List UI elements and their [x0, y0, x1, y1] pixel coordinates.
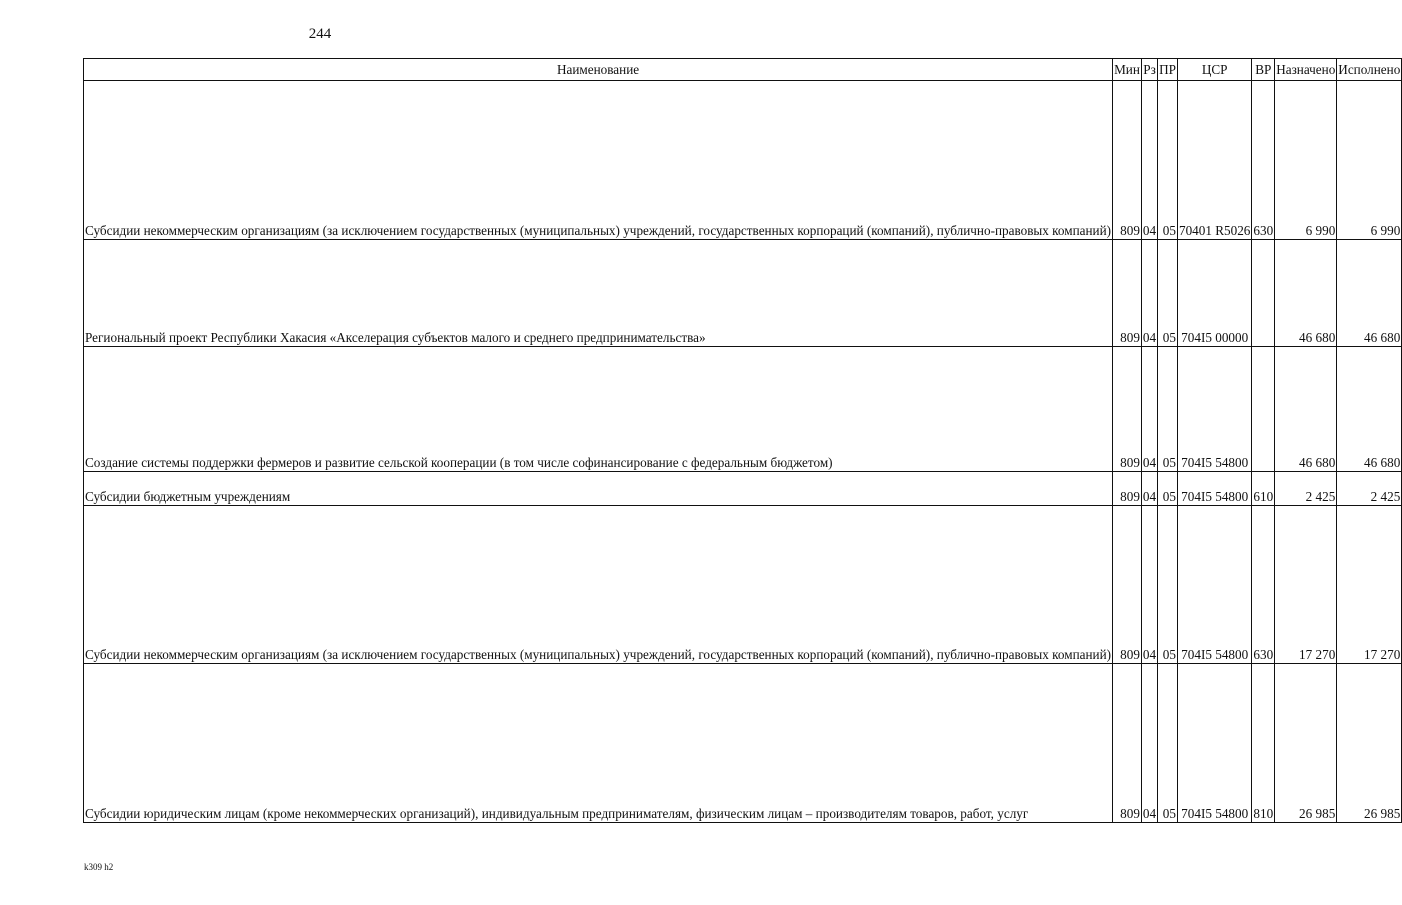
- row-rz: 04: [1141, 506, 1157, 664]
- table-row: [84, 506, 1402, 664]
- row-rz: 04: [1141, 240, 1157, 347]
- row-assigned: 46 680: [1275, 240, 1337, 347]
- row-name: Субсидии некоммерческим организациям (за исключением государственных (муниципальных) учреждений, государственных корпораций (компаний), публично-правовых компаний): [84, 506, 1113, 664]
- row-vr: [1252, 347, 1275, 472]
- row-executed: 26 985: [1337, 664, 1402, 823]
- row-min: 809: [1113, 664, 1142, 823]
- row-pr: 05: [1158, 472, 1178, 506]
- row-name: Создание системы поддержки фермеров и развитие сельской кооперации (в том числе софинансирование с федеральным бюджетом): [84, 347, 1113, 472]
- row-min: 809: [1113, 81, 1142, 240]
- row-rz: 04: [1141, 664, 1157, 823]
- row-csr: 704I5 00000: [1177, 240, 1251, 347]
- row-assigned: 46 680: [1275, 347, 1337, 472]
- row-executed: 17 270: [1337, 506, 1402, 664]
- row-rz: 04: [1141, 472, 1157, 506]
- row-vr: 610: [1252, 472, 1275, 506]
- row-csr: 704I5 54800: [1177, 347, 1251, 472]
- row-rz: 04: [1141, 81, 1157, 240]
- row-pr: 05: [1158, 664, 1178, 823]
- row-executed: 46 680: [1337, 347, 1402, 472]
- row-csr: 704I5 54800: [1177, 472, 1251, 506]
- row-vr: 630: [1252, 506, 1275, 664]
- row-executed: 2 425: [1337, 472, 1402, 506]
- row-name: Субсидии юридическим лицам (кроме некоммерческих организаций), индивидуальным предпринимателям, физическим лицам – производителям товаров, работ, услуг: [84, 664, 1113, 823]
- header-csr: ЦСР: [1177, 59, 1251, 81]
- row-assigned: 6 990: [1275, 81, 1337, 240]
- row-assigned: 2 425: [1275, 472, 1337, 506]
- header-name: Наименование: [84, 59, 1113, 81]
- row-csr: 704I5 54800: [1177, 664, 1251, 823]
- table-row: [84, 240, 1402, 347]
- row-vr: 810: [1252, 664, 1275, 823]
- row-name: Субсидии некоммерческим организациям (за исключением государственных (муниципальных) учреждений, государственных корпораций (компаний), публично-правовых компаний): [84, 81, 1113, 240]
- table-row: [84, 347, 1402, 472]
- row-pr: 05: [1158, 240, 1178, 347]
- row-pr: 05: [1158, 81, 1178, 240]
- row-name: Региональный проект Республики Хакасия «Акселерация субъектов малого и среднего предпринимательства»: [84, 240, 1113, 347]
- row-min: 809: [1113, 240, 1142, 347]
- row-min: 809: [1113, 472, 1142, 506]
- header-rz: Рз: [1141, 59, 1157, 81]
- row-name: Субсидии бюджетным учреждениям: [84, 472, 1113, 506]
- footer-code: k309 h2: [84, 862, 114, 872]
- header-min: Мин: [1113, 59, 1142, 81]
- row-min: 809: [1113, 506, 1142, 664]
- page-number: 244: [308, 26, 332, 42]
- row-pr: 05: [1158, 506, 1178, 664]
- row-vr: [1252, 240, 1275, 347]
- table-row: [84, 472, 1402, 506]
- budget-table: [83, 58, 1402, 823]
- table-row: [84, 664, 1402, 823]
- header-pr: ПР: [1158, 59, 1178, 81]
- header-vr: ВР: [1252, 59, 1275, 81]
- row-vr: 630: [1252, 81, 1275, 240]
- row-csr: 70401 R5026: [1177, 81, 1251, 240]
- row-min: 809: [1113, 347, 1142, 472]
- header-assigned: Назначено: [1275, 59, 1337, 81]
- row-executed: 6 990: [1337, 81, 1402, 240]
- row-pr: 05: [1158, 347, 1178, 472]
- row-assigned: 26 985: [1275, 664, 1337, 823]
- row-rz: 04: [1141, 347, 1157, 472]
- row-assigned: 17 270: [1275, 506, 1337, 664]
- row-csr: 704I5 54800: [1177, 506, 1251, 664]
- table-row: [84, 81, 1402, 240]
- table-header-row: [84, 59, 1402, 81]
- header-executed: Исполнено: [1337, 59, 1402, 81]
- row-executed: 46 680: [1337, 240, 1402, 347]
